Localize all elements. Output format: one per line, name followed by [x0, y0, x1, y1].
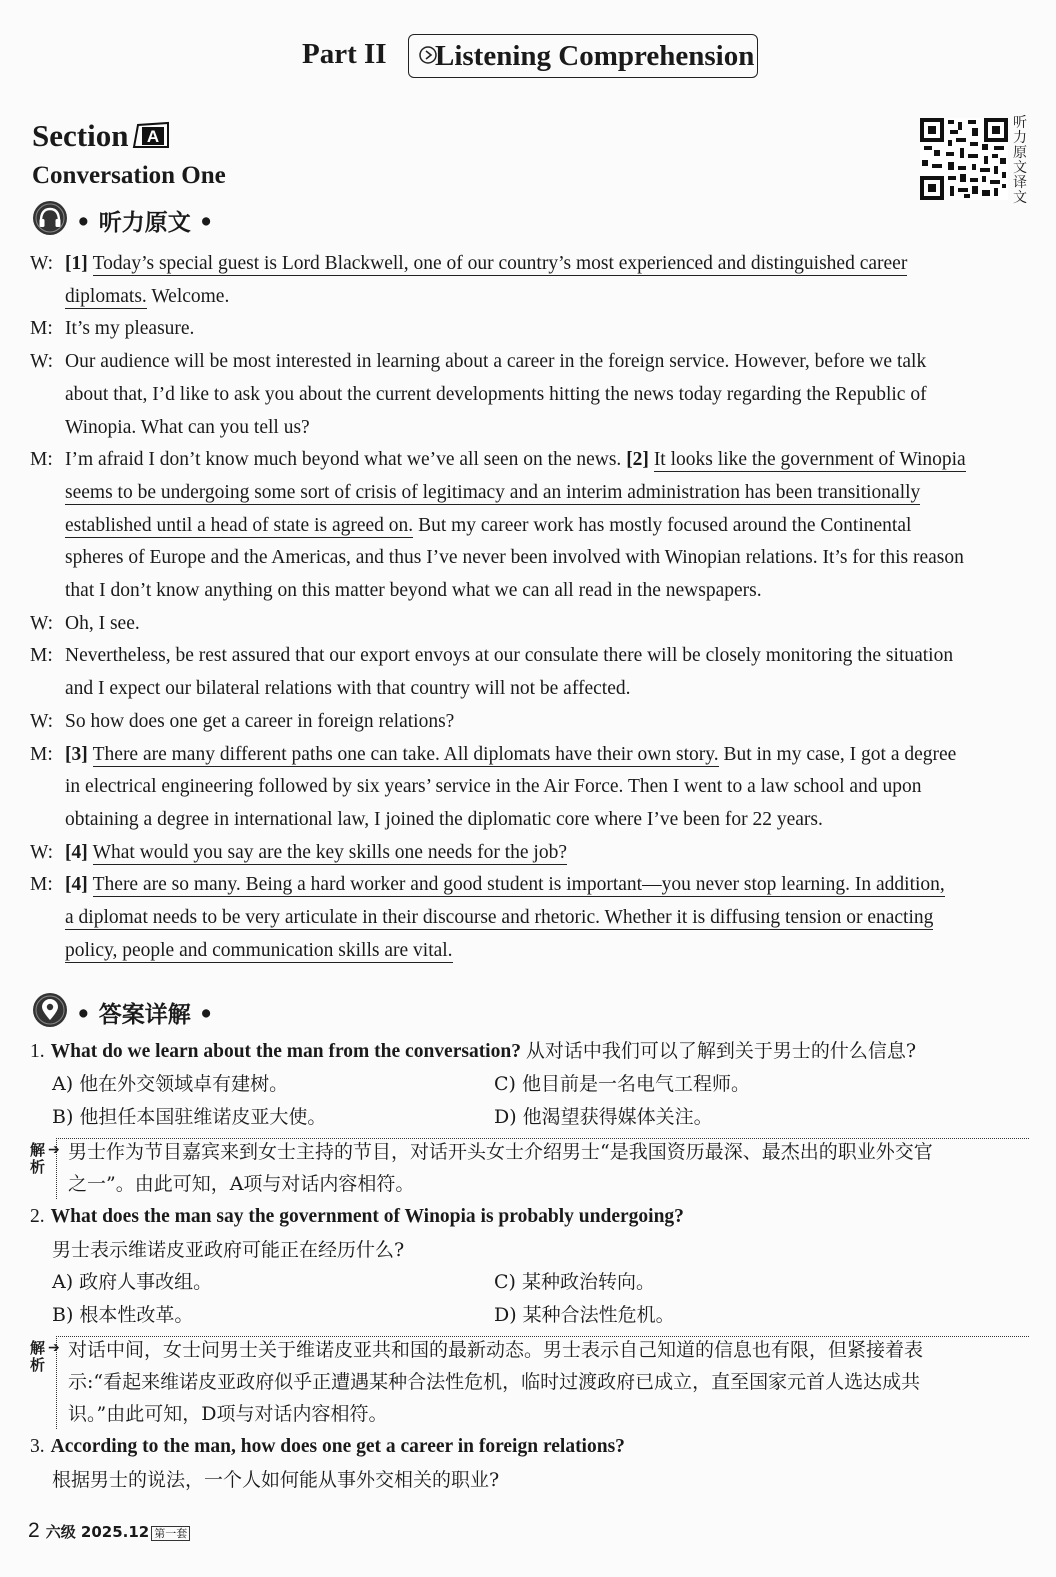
question-marker: [4]: [65, 842, 93, 863]
speaker-label: W:: [30, 253, 54, 274]
part-title-box: [408, 34, 758, 78]
speaker-label: M:: [30, 874, 53, 895]
text-run: Oh, I see.: [65, 613, 140, 634]
question-marker: [2]: [626, 449, 654, 470]
transcript-line: [65, 611, 140, 637]
transcript-line: [65, 316, 194, 342]
explanation-tag: 解析: [30, 1339, 46, 1374]
question-number: 3.: [30, 1436, 45, 1457]
text-run: obtaining a degree in international law, I joined the diplomatic core where I’ve been for 22 years.: [65, 809, 823, 830]
section-title: [32, 118, 172, 154]
underlined-text: There are so many. Being a hard worker and good student is important—you never stop learning. In addition,: [92, 874, 945, 895]
option-d: D) 某种合法性危机。: [494, 1304, 675, 1326]
arrow-right-icon: ➔: [48, 1143, 60, 1158]
option-c: C) 某种政治转向。: [494, 1271, 655, 1293]
option-b: B) 根本性改革。: [52, 1304, 194, 1326]
question-cn: 男士表示维诺皮亚政府可能正在经历什么?: [52, 1239, 405, 1261]
transcript-line: [65, 480, 920, 506]
speaker-label: W:: [30, 351, 54, 372]
question-marker: [1]: [65, 253, 93, 274]
conversation-title: Conversation One: [32, 162, 226, 189]
transcript-line: [65, 774, 921, 800]
transcript-line: [65, 415, 310, 441]
text-run: spheres of Europe and the Americas, and thus I’ve never been involved with Winopian relations. It’s for this reason: [65, 547, 964, 568]
qr-label: 听力原文译文: [1013, 115, 1027, 206]
underlined-text: It looks like the government of Winopia: [653, 449, 966, 470]
answers-heading-text: • 答案详解 •: [76, 1001, 214, 1028]
option-d: D) 他渴望获得媒体关注。: [494, 1106, 713, 1128]
explanation-tag: 解析: [30, 1141, 46, 1176]
arrow-right-icon: ➔: [48, 1341, 60, 1356]
transcript-line: [65, 872, 945, 898]
transcript-line: [65, 513, 911, 539]
text-run: So how does one get a career in foreign relations?: [65, 711, 455, 732]
underlined-text: There are many different paths one can take. All diplomats have their own story.: [92, 744, 719, 765]
question-en: What does the man say the government of Winopia is probably undergoing?: [50, 1206, 684, 1227]
text-run: Our audience will be most interested in learning about a career in the foreign service. However, before we talk: [65, 351, 927, 372]
transcript-line: [65, 938, 453, 964]
speaker-label: M:: [30, 645, 53, 666]
question-3: [30, 1434, 625, 1460]
headphones-icon: [32, 200, 68, 236]
text-run: and I expect our bilateral relations with that country will not be affected.: [65, 678, 631, 699]
underlined-text: Today’s special guest is Lord Blackwell, one of our country’s most experienced and distinguished career: [92, 253, 908, 274]
underlined-text: policy, people and communication skills are vital.: [65, 940, 453, 961]
question-marker: [4]: [65, 874, 93, 895]
question-en: According to the man, how does one get a career in foreign relations?: [50, 1436, 625, 1457]
question-marker: [3]: [65, 744, 93, 765]
location-pin-icon: [32, 992, 68, 1028]
underlined-text: established until a head of state is agreed on.: [65, 515, 414, 536]
question-en: What do we learn about the man from the conversation?: [50, 1041, 521, 1062]
underlined-text: What would you say are the key skills one needs for the job?: [92, 842, 567, 863]
text-run: about that, I’d like to ask you about the current developments hitting the news today regarding the Republic of: [65, 384, 927, 405]
explanation-line: 男士作为节目嘉宾来到女士主持的节目，对话开头女士介绍男士“是我国资历最深、最杰出的职业外交官: [68, 1141, 933, 1163]
qr-code-icon[interactable]: [920, 118, 1008, 200]
question-number: 2.: [30, 1206, 45, 1227]
text-run: in electrical engineering followed by six years’ service in the Air Force. Then I went to a law school and upon: [65, 776, 922, 797]
text-run: But my career work has mostly focused around the Continental: [413, 515, 912, 536]
transcript-line: [65, 284, 229, 310]
underlined-text: seems to be undergoing some sort of crisis of legitimacy and an interim administration has been transitionally: [65, 482, 921, 503]
text-run: It’s my pleasure.: [65, 318, 195, 339]
section-letter-badge: [130, 121, 172, 149]
speaker-label: M:: [30, 318, 53, 339]
part-title: Listening Comprehension: [435, 40, 755, 72]
transcript-line: [65, 709, 454, 735]
section-letter: A: [147, 127, 160, 146]
transcript-line: [65, 578, 762, 604]
question-2: [30, 1204, 684, 1230]
underlined-text: a diplomat needs to be very articulate in their discourse and rhetoric. Whether it is diffusing tension or enacting: [65, 907, 934, 928]
text-run: that I don’t know anything on this matter beyond what we can all read in the newspapers.: [65, 580, 762, 601]
explanation-line: 示:“看起来维诺皮亚政府似乎正遭遇某种合法性危机，临时过渡政府已成立，直至国家元首人选达成共: [68, 1371, 921, 1393]
option-b: B) 他担任本国驻维诺皮亚大使。: [52, 1106, 327, 1128]
transcript-line: [65, 807, 823, 833]
transcript-heading-text: • 听力原文 •: [76, 209, 214, 236]
transcript-line: [65, 251, 907, 277]
option-a: A) 他在外交领域卓有建树。: [52, 1073, 289, 1095]
footer-tag: 第一套: [151, 1526, 190, 1541]
transcript-line: [65, 349, 926, 375]
transcript-line: [65, 840, 567, 866]
part-label: Part II: [302, 38, 387, 70]
text-run: Welcome.: [146, 286, 230, 307]
text-run: But in my case, I got a degree: [718, 744, 957, 765]
question-number: 1.: [30, 1041, 45, 1062]
explanation-line: 识。”由此可知，D项与对话内容相符。: [68, 1403, 388, 1425]
speaker-label: M:: [30, 449, 53, 470]
transcript-line: [65, 905, 933, 931]
footer-text: 六级 2025.12: [45, 1523, 150, 1541]
transcript-line: [65, 447, 966, 473]
option-c: C) 他目前是一名电气工程师。: [494, 1073, 750, 1095]
text-run: Winopia. What can you tell us?: [65, 417, 310, 438]
explanation-line: 之一”。由此可知，A项与对话内容相符。: [68, 1173, 415, 1195]
transcript-line: [65, 742, 956, 768]
explanation-line: 对话中间，女士问男士关于维诺皮亚共和国的最新动态。男士表示自己知道的信息也有限，但紧接着表: [68, 1339, 924, 1361]
question-cn: 从对话中我们可以了解到关于男士的什么信息?: [525, 1040, 917, 1062]
question-1: [30, 1038, 916, 1065]
transcript-line: [65, 676, 630, 702]
text-run: I’m afraid I don’t know much beyond what we’ve all seen on the news.: [65, 449, 627, 470]
transcript-line: [65, 643, 953, 669]
section-label: Section: [32, 118, 129, 153]
speaker-label: W:: [30, 842, 54, 863]
option-a: A) 政府人事改组。: [52, 1271, 213, 1293]
speaker-label: W:: [30, 711, 54, 732]
underlined-text: diplomats.: [65, 286, 147, 307]
speaker-label: M:: [30, 744, 53, 765]
text-run: Nevertheless, be rest assured that our export envoys at our consulate there will be closely monitoring the situation: [65, 645, 954, 666]
page-number: 2: [28, 1519, 40, 1542]
part-header: [0, 34, 1056, 80]
speaker-label: W:: [30, 613, 54, 634]
question-cn: 根据男士的说法，一个人如何能从事外交相关的职业?: [52, 1469, 500, 1491]
page-footer: [28, 1519, 190, 1545]
transcript-line: [65, 545, 964, 571]
transcript-line: [65, 382, 927, 408]
